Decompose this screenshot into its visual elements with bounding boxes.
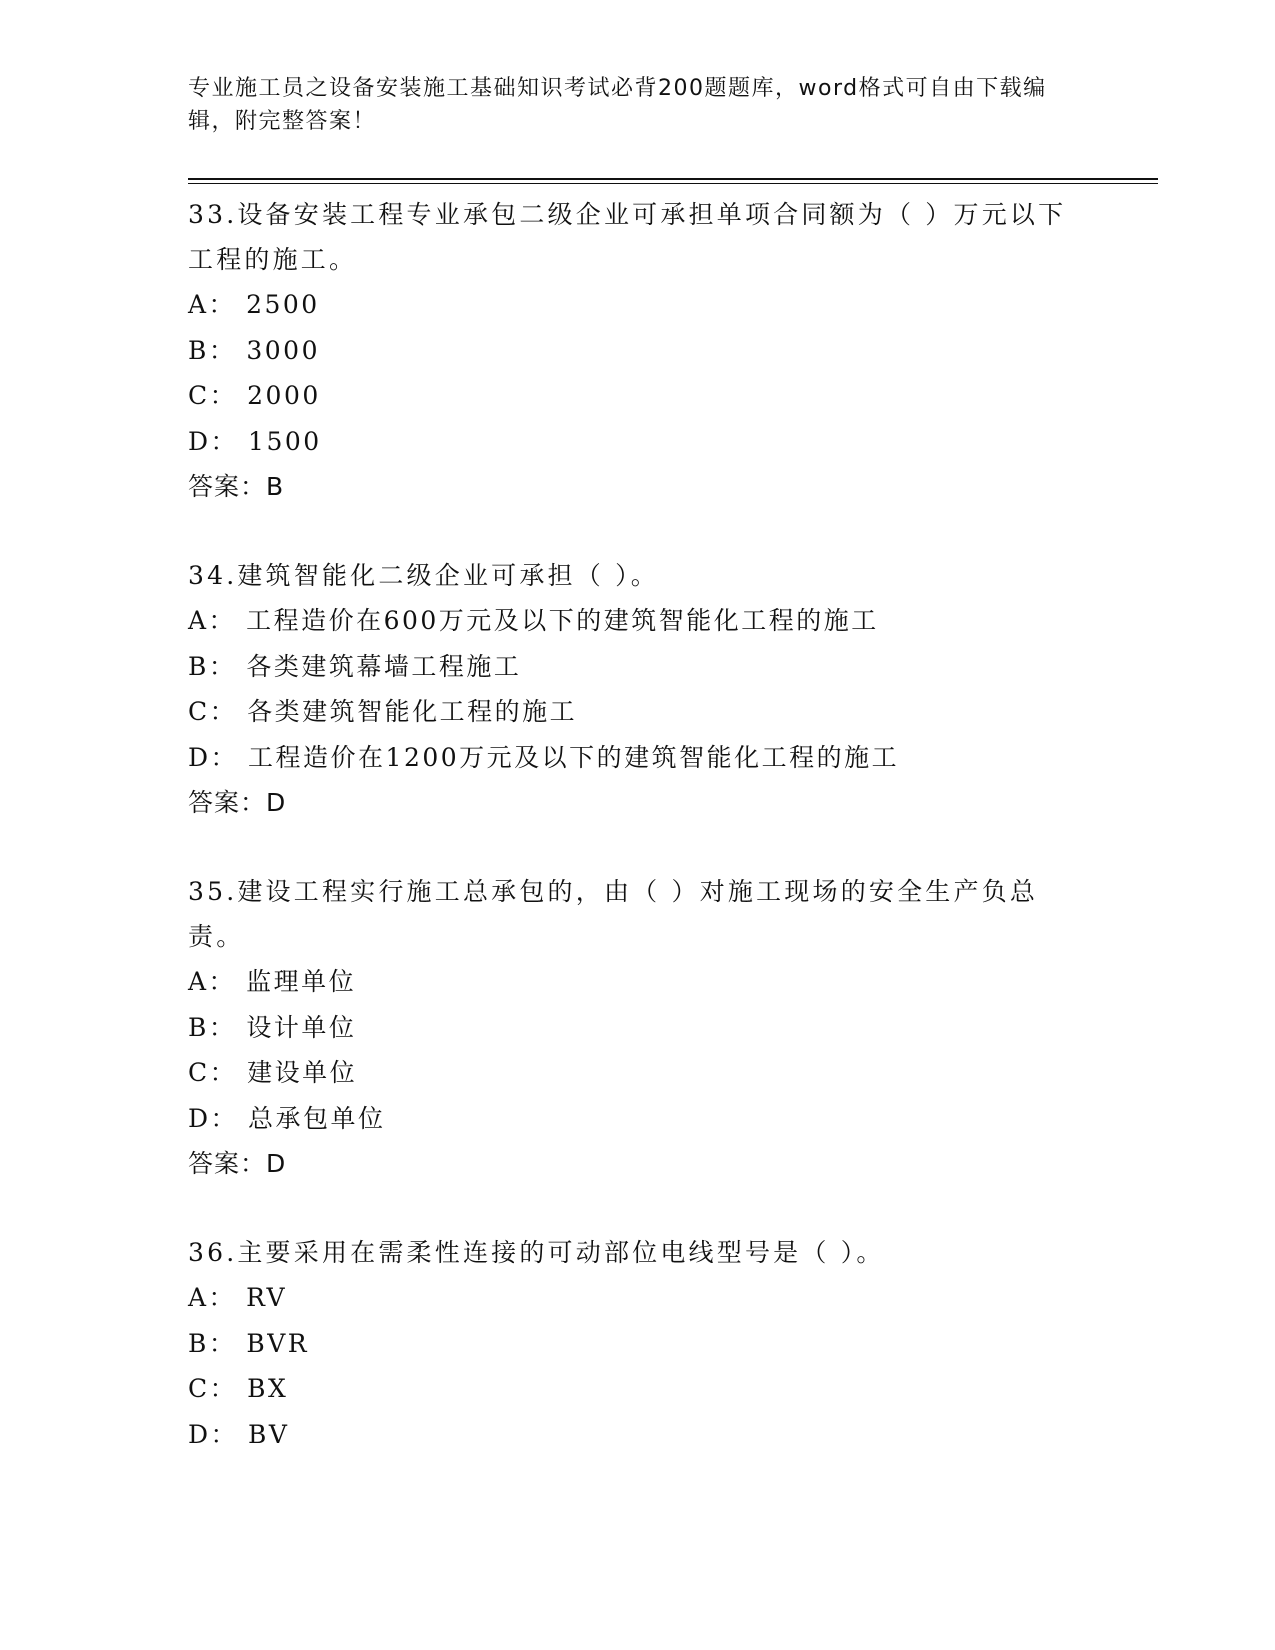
answer-label: 答案： xyxy=(188,472,267,501)
header-divider-thin xyxy=(188,183,1158,184)
question-number: 33. xyxy=(188,200,238,229)
question-34 xyxy=(188,553,1068,825)
option-key: B： xyxy=(188,651,237,681)
option-b xyxy=(188,1321,1068,1367)
option-d xyxy=(188,419,1068,465)
answer-value: B xyxy=(266,472,285,501)
question-text: 主要采用在需柔性连接的可动部位电线型号是（ ）。 xyxy=(237,1238,885,1267)
question-stem xyxy=(188,1230,1068,1275)
answer-line xyxy=(188,780,1068,825)
question-number: 35. xyxy=(188,877,238,906)
option-text: 2500 xyxy=(246,290,320,319)
option-key: A： xyxy=(188,606,237,635)
option-key: C： xyxy=(188,381,238,410)
option-text: 工程造价在600万元及以下的建筑智能化工程的施工 xyxy=(246,606,879,635)
option-key: C： xyxy=(188,1374,238,1403)
question-36 xyxy=(188,1230,1068,1457)
question-33 xyxy=(188,192,1068,509)
question-stem xyxy=(188,553,1068,598)
answer-value: D xyxy=(266,1149,287,1178)
option-text: 建设单位 xyxy=(247,1058,358,1087)
question-stem xyxy=(188,869,1068,959)
option-text: RV xyxy=(246,1283,288,1312)
option-key: A： xyxy=(188,290,237,319)
header-divider-thick xyxy=(188,178,1158,180)
option-b xyxy=(188,644,1068,690)
option-a xyxy=(188,1275,1068,1321)
option-b xyxy=(188,328,1068,374)
question-stem xyxy=(188,192,1068,282)
option-key: B： xyxy=(188,1012,237,1042)
option-text: 各类建筑智能化工程的施工 xyxy=(247,697,578,726)
option-key: B： xyxy=(188,1328,237,1358)
option-text: 2000 xyxy=(247,381,321,410)
option-key: D： xyxy=(188,1103,239,1133)
answer-value: D xyxy=(266,788,287,817)
option-c xyxy=(188,1050,1068,1096)
question-text: 建设工程实行施工总承包的，由（ ）对施工现场的安全生产负总责。 xyxy=(188,877,1039,951)
option-a xyxy=(188,959,1068,1005)
option-b xyxy=(188,1005,1068,1051)
option-key: C： xyxy=(188,697,238,726)
option-a xyxy=(188,598,1068,644)
question-35 xyxy=(188,869,1068,1186)
question-text: 建筑智能化二级企业可承担（ ）。 xyxy=(237,561,660,590)
answer-label: 答案： xyxy=(188,1149,267,1178)
option-text: BX xyxy=(247,1374,289,1403)
answer-line xyxy=(188,1141,1068,1186)
option-text: 总承包单位 xyxy=(248,1103,386,1133)
option-text: 各类建筑幕墙工程施工 xyxy=(246,651,522,681)
option-text: BVR xyxy=(246,1328,310,1358)
option-a xyxy=(188,282,1068,328)
option-c xyxy=(188,1366,1068,1412)
option-key: A： xyxy=(188,1283,237,1312)
option-d xyxy=(188,1096,1068,1142)
option-text: 监理单位 xyxy=(246,967,357,996)
option-key: D： xyxy=(188,426,239,456)
question-number: 36. xyxy=(188,1238,238,1267)
option-text: 3000 xyxy=(246,335,320,365)
option-text: 1500 xyxy=(248,426,322,456)
document-header: 专业施工员之设备安装施工基础知识考试必背200题题库，word格式可自由下载编辑，附完整答案！ xyxy=(188,76,1047,134)
option-text: 工程造价在1200万元及以下的建筑智能化工程的施工 xyxy=(248,742,900,772)
question-text: 设备安装工程专业承包二级企业可承担单项合同额为（ ）万元以下工程的施工。 xyxy=(188,200,1067,274)
option-c xyxy=(188,373,1068,419)
option-d xyxy=(188,735,1068,781)
option-key: A： xyxy=(188,967,237,996)
option-text: BV xyxy=(248,1419,290,1449)
question-number: 34. xyxy=(188,561,238,590)
option-key: B： xyxy=(188,335,237,365)
answer-line xyxy=(188,464,1068,509)
option-key: D： xyxy=(188,1419,239,1449)
option-c xyxy=(188,689,1068,735)
question-list xyxy=(188,192,1068,1501)
option-key: C： xyxy=(188,1058,238,1087)
option-d xyxy=(188,1412,1068,1458)
option-text: 设计单位 xyxy=(246,1012,357,1042)
option-key: D： xyxy=(188,742,239,772)
answer-label: 答案： xyxy=(188,788,267,817)
